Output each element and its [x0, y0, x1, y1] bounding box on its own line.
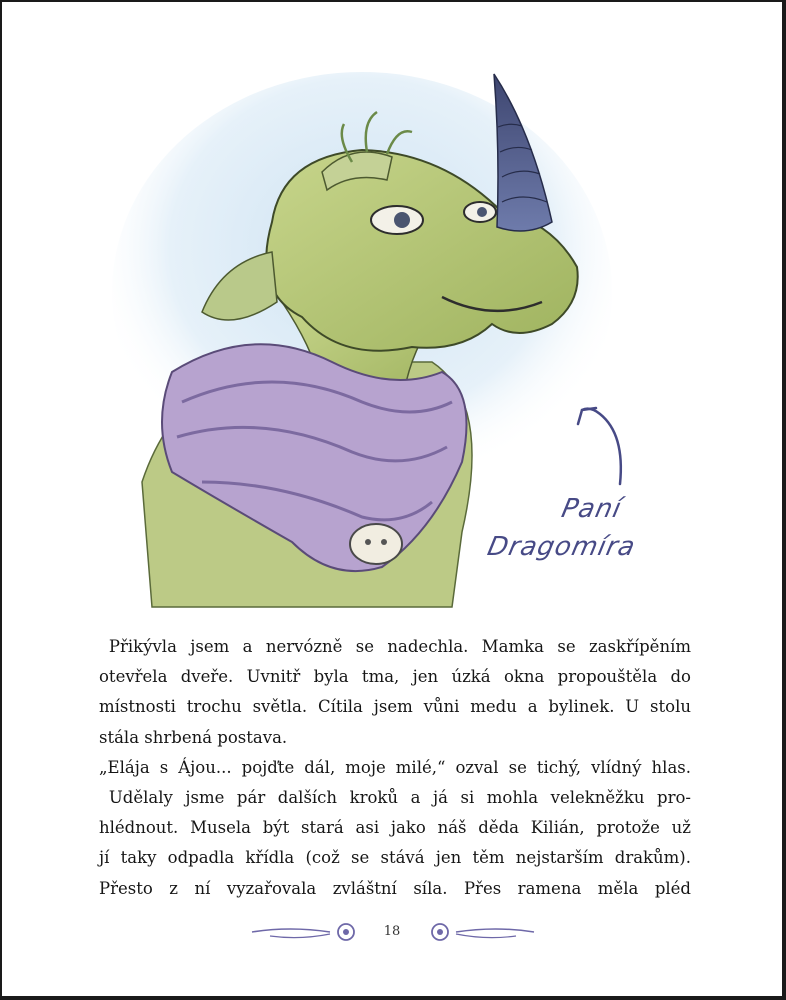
- book-page: [2, 2, 782, 996]
- text-line: hlédnout. Musela být stará asi jako náš děda Kilián, protože už: [99, 818, 691, 838]
- text-line: Udělaly jsme pár dalších kroků a já si mohla velekněžku pro-: [108, 788, 691, 808]
- caption-line-1: Paní: [558, 494, 625, 524]
- body-text: [99, 632, 691, 904]
- text-line: Přesto z ní vyzařovala zvláštní síla. Přes ramena měla pléd: [99, 878, 691, 898]
- left-ornament-icon: [250, 920, 370, 944]
- right-ornament-icon: [416, 920, 536, 944]
- text-line: „Elája s Ájou... pojďte dál, moje milé,“ ozval se tichý, vlídný hlas.: [99, 757, 691, 777]
- text-line: otevřela dveře. Uvnitř byla tma, jen úzká okna propouštěla do: [99, 667, 691, 687]
- pointer-arrow-icon: [570, 394, 640, 494]
- text-line: místnosti trochu světla. Cítila jsem vůni medu a bylinek. U stolu: [99, 697, 691, 717]
- text-line: jí taky odpadla křídla (což se stává jen těm nejstarším drakům).: [99, 848, 691, 868]
- illustration-caption: [484, 490, 690, 566]
- text-line: Přikývla jsem a nervózně se nadechla. Mamka se zaskřípěním: [108, 637, 691, 656]
- page-number: 18: [383, 924, 401, 939]
- caption-line-2: Dragomíra: [484, 532, 639, 562]
- page-footer: [2, 912, 782, 952]
- text-line: stála shrbená postava.: [99, 727, 288, 747]
